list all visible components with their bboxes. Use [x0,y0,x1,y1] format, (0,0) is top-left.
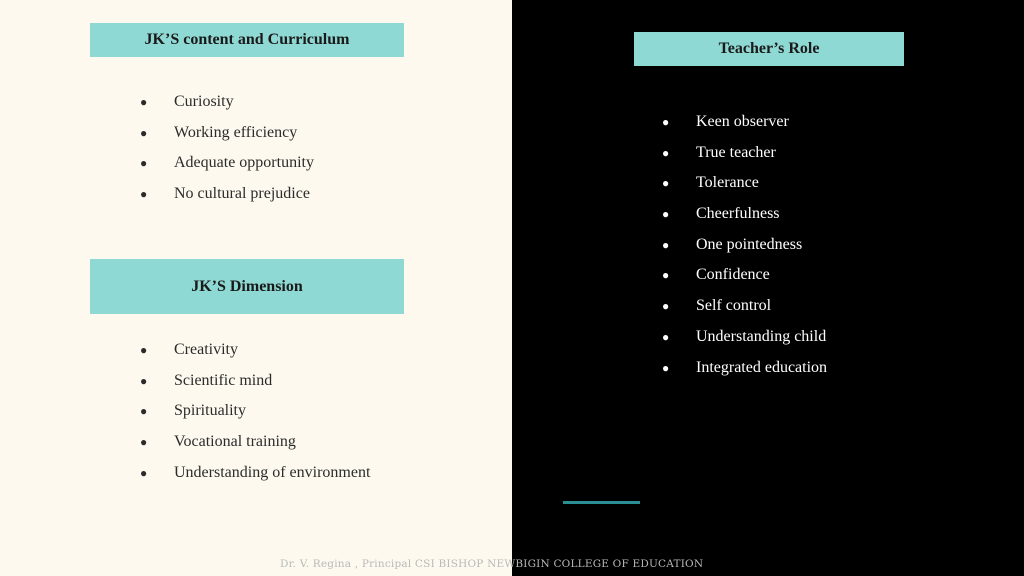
list-item-label: Integrated education [696,358,828,376]
teacher-role-title: Teacher’s Role [718,40,820,57]
bullet-icon: ● [662,360,670,375]
bullet-icon: ● [140,404,148,419]
bullet-icon: ● [140,343,148,357]
list-item-label: Tolerance [696,174,759,192]
list-item-label: One pointedness [696,235,803,253]
bullet-icon: ● [140,465,148,480]
list-item-label: Keen observer [696,113,789,130]
teacher-role-list [662,111,982,387]
dimension-title: JK’S Dimension [191,277,303,295]
list-item [662,357,982,388]
list-item [140,152,480,183]
bullet-icon: ● [662,115,670,129]
list-item-label: No cultural prejudice [174,185,310,203]
list-item-label: Creativity [174,341,238,358]
list-item [140,183,480,214]
list-item [140,400,500,431]
list-item-label: Working efficiency [174,123,298,141]
list-item [662,264,982,295]
list-item [140,91,480,122]
list-item-label: Scientific mind [174,371,273,389]
list-item-label: Adequate opportunity [174,154,314,172]
curriculum-title: JK’S content and Curriculum [144,31,350,48]
list-item [662,142,982,173]
dimension-list [140,339,500,492]
list-item-label: Understanding child [696,327,827,345]
dimension-header [90,259,404,314]
list-item-label: Understanding of environment [174,463,371,481]
list-item-label: Confidence [696,266,770,284]
list-item [140,339,500,370]
list-item [662,326,982,357]
bullet-icon: ● [662,329,670,344]
bullet-icon: ● [662,207,670,222]
bullet-icon: ● [140,95,148,109]
teacher-role-header [634,32,904,66]
list-item-label: Curiosity [174,93,234,110]
bullet-icon: ● [140,187,148,202]
list-item [662,203,982,234]
bullet-icon: ● [662,176,670,191]
list-item [140,370,500,401]
list-item [140,462,500,493]
list-item [662,234,982,265]
list-item [140,431,500,462]
bullet-icon: ● [662,299,670,314]
list-item-label: Spirituality [174,402,246,420]
list-item-label: Vocational training [174,433,296,451]
list-item [662,111,982,142]
list-item [662,172,982,203]
list-item-label: Self control [696,297,772,315]
footer-credit: Dr. V. Regina , Principal CSI BISHOP NEWBIGIN COLLEGE OF EDUCATION [280,558,704,570]
bullet-icon: ● [140,156,148,171]
list-item [662,295,982,326]
bullet-icon: ● [662,145,670,160]
bullet-icon: ● [662,237,670,252]
curriculum-header [90,23,404,57]
bullet-icon: ● [140,125,148,140]
curriculum-list [140,91,480,214]
bullet-icon: ● [140,435,148,450]
list-item-label: Cheerfulness [696,205,780,223]
bullet-icon: ● [140,373,148,388]
list-item [140,122,480,153]
accent-line [563,501,640,504]
list-item-label: True teacher [696,143,776,161]
bullet-icon: ● [662,268,670,283]
